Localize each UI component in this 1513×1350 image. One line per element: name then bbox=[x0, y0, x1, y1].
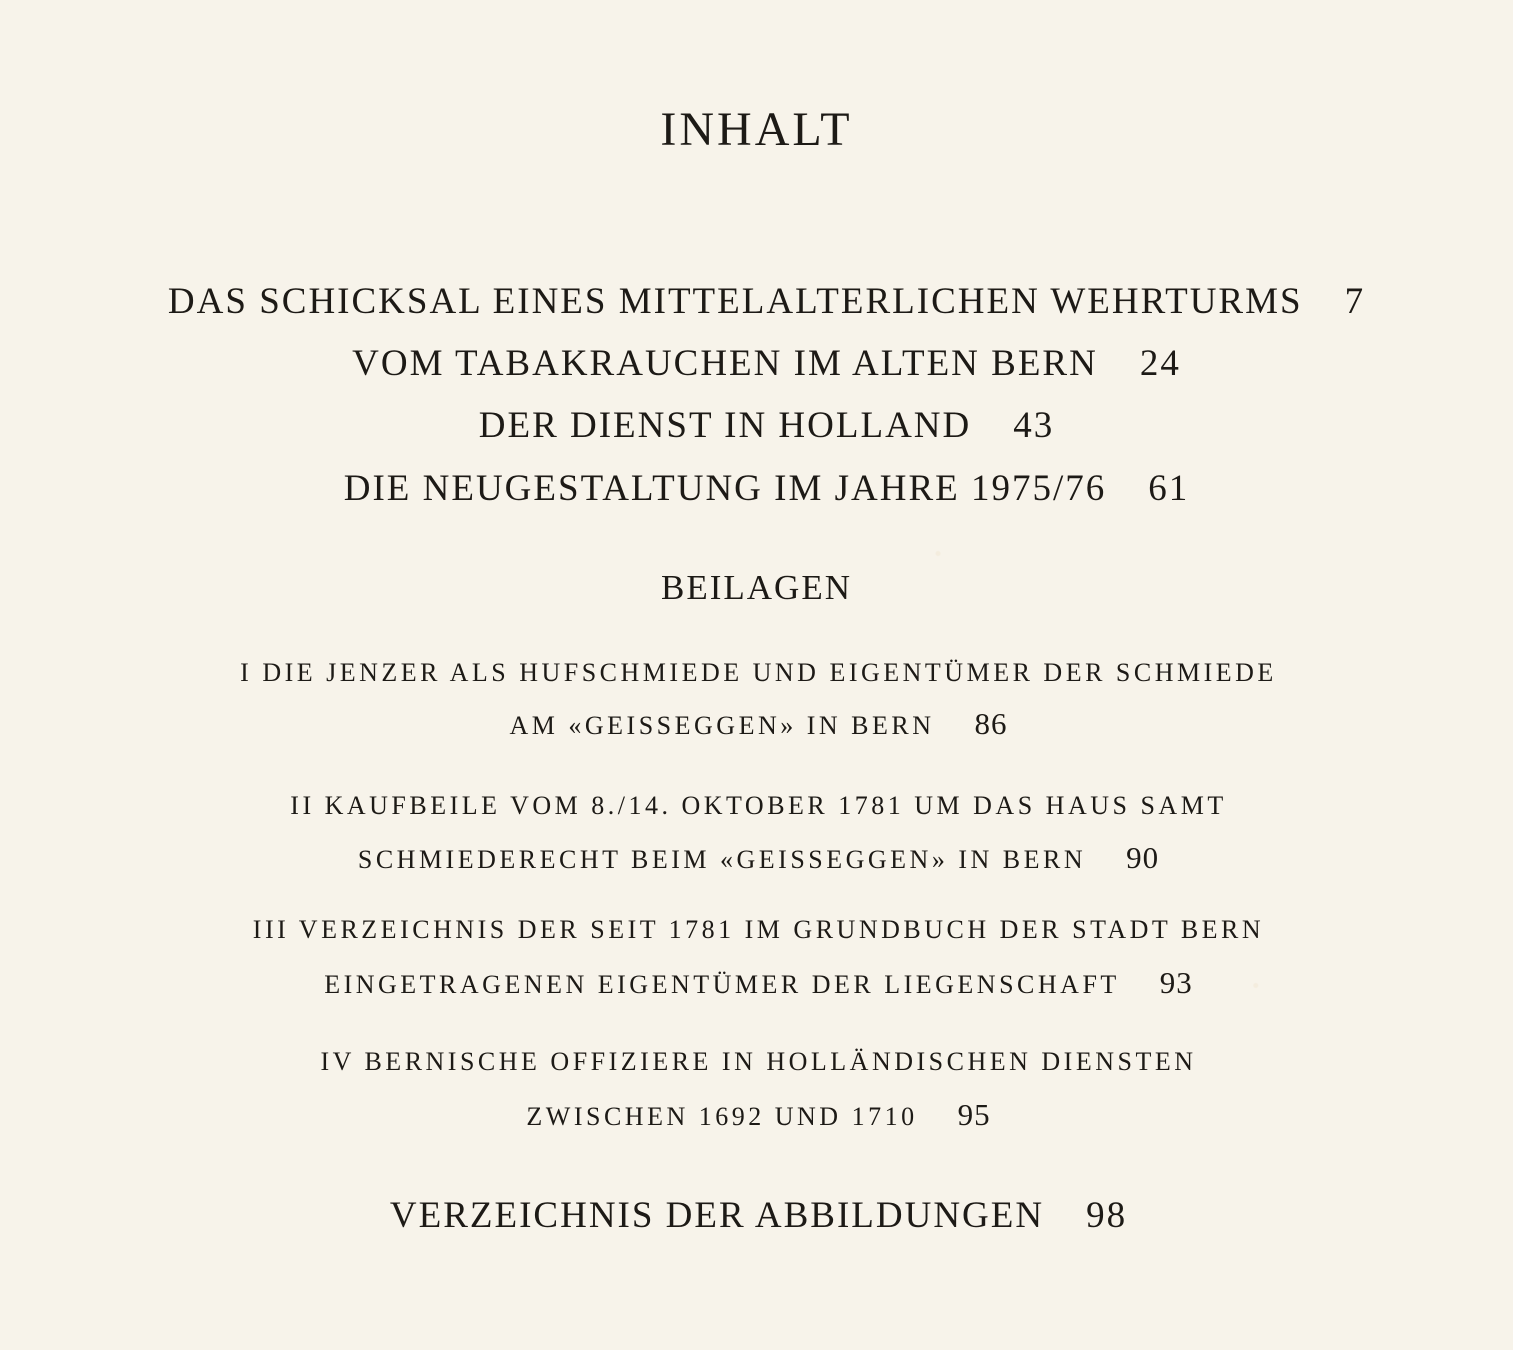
toc-entry-page: 61 bbox=[1148, 468, 1190, 509]
page-title: INHALT bbox=[660, 103, 853, 156]
supplement-4-line-1: IV BERNISCHE OFFIZIERE IN HOLLÄNDISCHEN DIENSTEN bbox=[320, 1047, 1197, 1076]
supplement-2-line-1: II KAUFBEILE VOM 8./14. OKTOBER 1781 UM DAS HAUS SAMT bbox=[290, 791, 1227, 820]
toc-entry-page: 24 bbox=[1139, 343, 1181, 384]
supplement-page: 90 bbox=[1126, 840, 1160, 875]
supplement-3-line-2 bbox=[2, 965, 1513, 1001]
supplement-title: SCHMIEDERECHT BEIM «GEISSEGGEN» IN BERN bbox=[357, 845, 1087, 874]
supplement-3-line-1: III VERZEICHNIS DER SEIT 1781 IM GRUNDBUCH DER STADT BERN bbox=[252, 915, 1265, 944]
supplement-page: 95 bbox=[957, 1097, 991, 1132]
toc-entry-1 bbox=[10, 280, 1513, 323]
toc-entry-3 bbox=[10, 404, 1513, 447]
toc-entry-4 bbox=[10, 467, 1513, 510]
toc-entry-illustrations bbox=[2, 1194, 1513, 1237]
supplement-title: ZWISCHEN 1692 UND 1710 bbox=[526, 1102, 918, 1131]
toc-entry-title: DER DIENST IN HOLLAND bbox=[478, 405, 972, 446]
supplement-title: EINGETRAGENEN EIGENTÜMER DER LIEGENSCHAFT bbox=[324, 970, 1120, 999]
toc-entry-title: VERZEICHNIS DER ABBILDUNGEN bbox=[389, 1195, 1045, 1236]
supplement-1-line-2 bbox=[2, 706, 1513, 742]
supplement-page: 93 bbox=[1159, 965, 1193, 1000]
toc-entry-page: 98 bbox=[1086, 1195, 1128, 1236]
toc-entry-title: DIE NEUGESTALTUNG IM JAHRE 1975/76 bbox=[343, 468, 1107, 509]
supplement-title: AM «GEISSEGGEN» IN BERN bbox=[509, 711, 935, 740]
toc-entry-title: DAS SCHICKSAL EINES MITTELALTERLICHEN WEHRTURMS bbox=[167, 281, 1303, 322]
supplement-1-line-1: I DIE JENZER ALS HUFSCHMIEDE UND EIGENTÜMER DER SCHMIEDE bbox=[240, 658, 1277, 687]
toc-entry-2 bbox=[10, 342, 1513, 385]
supplement-page: 86 bbox=[974, 706, 1008, 741]
supplement-2-line-2 bbox=[2, 840, 1513, 876]
supplement-4-line-2 bbox=[2, 1097, 1513, 1133]
toc-entry-page: 43 bbox=[1013, 405, 1055, 446]
supplements-heading: BEILAGEN bbox=[661, 568, 852, 607]
toc-entry-title: VOM TABAKRAUCHEN IM ALTEN BERN bbox=[352, 343, 1098, 384]
toc-entry-page: 7 bbox=[1344, 281, 1366, 322]
